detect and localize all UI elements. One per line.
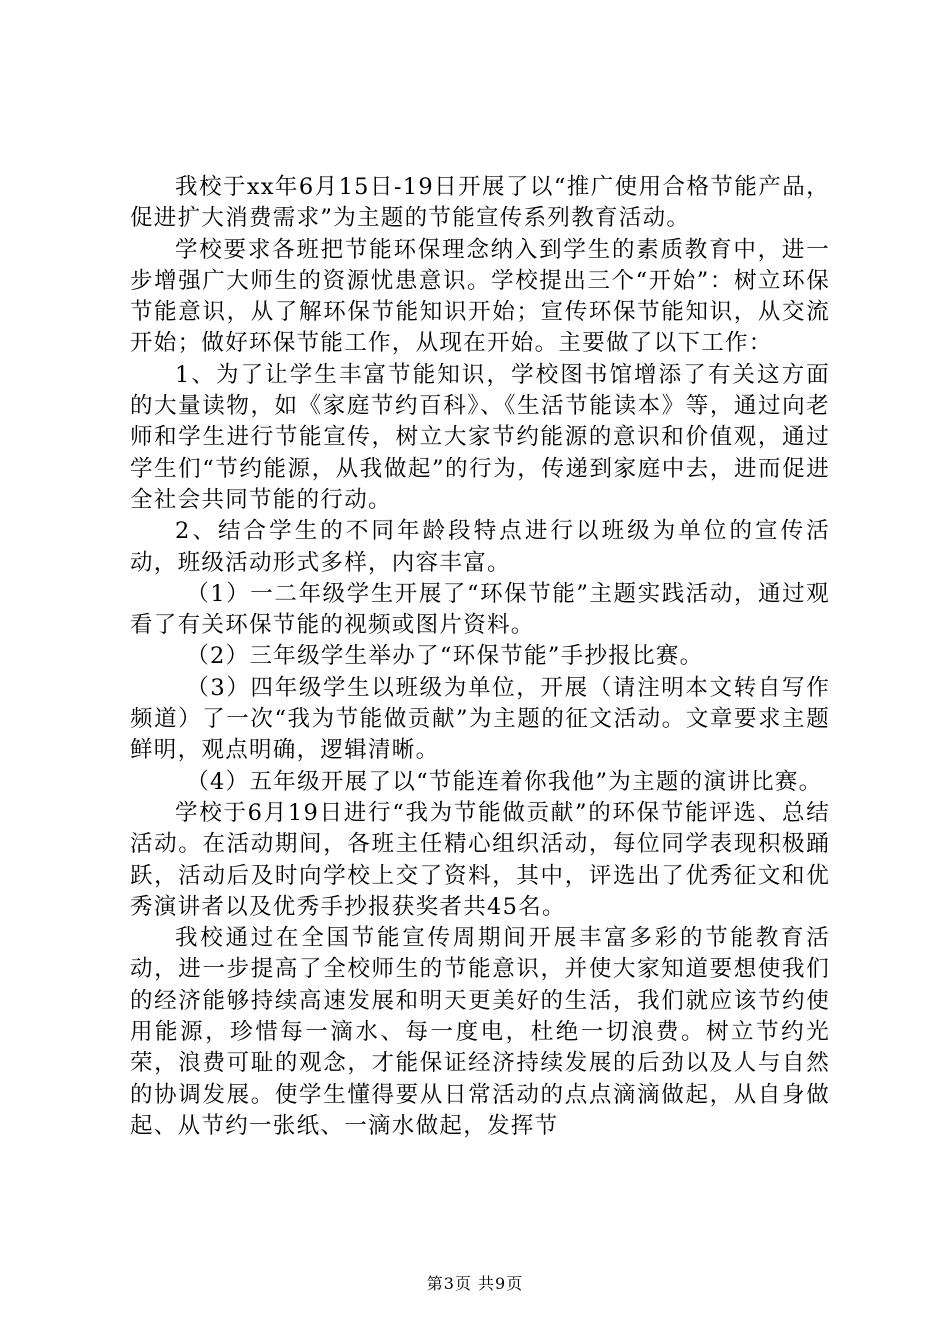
page-number-footer: 第3页 共9页: [426, 1274, 524, 1293]
paragraph-subitem-1: （1）一二年级学生开展了“环保节能”主题实践活动，通过观看了有关环保节能的视频或图片资料。: [130, 580, 830, 639]
paragraph-evaluation: 学校于6月19日进行“我为节能做贡献”的环保节能评选、总结活动。在活动期间，各班主任精心组织活动，每位同学表现积极踊跃，活动后及时向学校上交了资料，其中，评选出了优秀征文和优秀演讲者以及优秀手抄报获奖者共45名。: [130, 799, 830, 920]
paragraph-item-2: 2、结合学生的不同年龄段特点进行以班级为单位的宣传活动，班级活动形式多样，内容丰富。: [130, 518, 830, 576]
paragraph-intro: 我校于xx年6月15日-19日开展了以“推广使用合格节能产品，促进扩大消费需求”为主题的节能宣传系列教育活动。: [130, 174, 830, 232]
paragraph-item-1: 1、为了让学生丰富节能知识，学校图书馆增添了有关这方面的大量读物，如《家庭节约百科》、《生活节能读本》等，通过向老师和学生进行节能宣传，树立大家节约能源的意识和价值观，通过学生们“节约能源，从我做起”的行为，传递到家庭中去，进而促进全社会共同节能的行动。: [130, 361, 830, 513]
document-body: [130, 172, 830, 1142]
paragraph-requirements: 学校要求各班把节能环保理念纳入到学生的素质教育中，进一步增强广大师生的资源忧患意识。学校提出三个“开始”：树立环保节能意识，从了解环保节能知识开始；宣传环保节能知识，从交流开始；做好环保节能工作，从现在开始。主要做了以下工作：: [130, 236, 830, 357]
paragraph-subitem-4: （4）五年级开展了以“节能连着你我他”为主题的演讲比赛。: [186, 768, 823, 795]
paragraph-conclusion: 我校通过在全国节能宣传周期间开展丰富多彩的节能教育活动，进一步提高了全校师生的节能意识，并使大家知道要想使我们的经济能够持续高速发展和明天更美好的生活，我们就应该节约使用能源，珍惜每一滴水、每一度电，杜绝一切浪费。树立节约光荣，浪费可耻的观念，才能保证经济持续发展的后劲以及人与自然的协调发展。使学生懂得要从日常活动的点点滴滴做起，从自身做起、从节约一张纸、一滴水做起，发挥节: [130, 925, 830, 1139]
paragraph-subitem-2: （2）三年级学生举办了“环保节能”手抄报比赛。: [186, 643, 704, 670]
paragraph-subitem-3: （3）四年级学生以班级为单位，开展（请注明本文转自写作频道）了一次“我为节能做贡献”为主题的征文活动。文章要求主题鲜明，观点明确，逻辑清晰。: [130, 674, 830, 764]
